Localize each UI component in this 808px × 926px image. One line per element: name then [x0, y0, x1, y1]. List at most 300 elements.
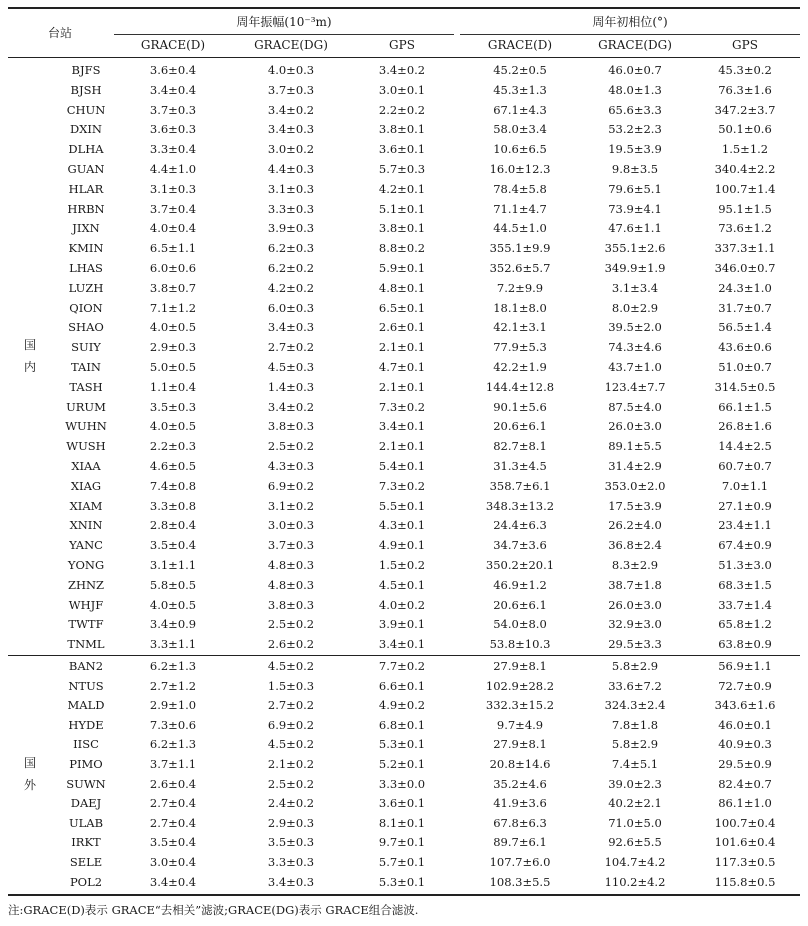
- cell-amp-grace-d: 3.3±0.4: [149, 142, 197, 157]
- cell-amp-grace-d: 3.1±1.1: [149, 558, 197, 572]
- cell-phase-grace-d: 352.6±5.7: [489, 261, 551, 275]
- station-name: KMIN: [68, 241, 104, 256]
- group-label-char: 国: [23, 756, 36, 770]
- cell-amp-grace-d: 6.0±0.6: [149, 261, 197, 275]
- cell-amp-gps: 3.0±0.1: [378, 82, 426, 97]
- station-name: DXIN: [69, 122, 102, 137]
- cell-amp-grace-d: 3.4±0.4: [149, 874, 197, 889]
- cell-amp-grace-dg: 4.5±0.3: [267, 360, 315, 374]
- cell-phase-grace-d: 7.2±9.9: [496, 280, 544, 295]
- cell-amp-grace-dg: 3.5±0.3: [267, 835, 315, 850]
- cell-phase-gps: 56.9±1.1: [718, 659, 772, 673]
- cell-amp-gps: 3.8±0.1: [378, 122, 426, 137]
- cell-phase-gps: 343.6±1.6: [714, 698, 776, 713]
- cell-phase-grace-dg: 5.8±2.9: [611, 659, 659, 673]
- station-name: IISC: [73, 737, 99, 752]
- cell-phase-grace-dg: 46.0±0.7: [608, 63, 662, 77]
- col-header-phase-gps: GPS: [732, 38, 758, 52]
- cell-amp-grace-dg: 3.9±0.3: [267, 221, 315, 236]
- cell-phase-grace-dg: 324.3±2.4: [604, 698, 666, 713]
- cell-amp-gps: 7.7±0.2: [378, 659, 426, 673]
- cell-phase-grace-d: 54.0±8.0: [493, 617, 547, 632]
- cell-phase-gps: 1.5±1.2: [721, 142, 769, 157]
- cell-phase-grace-d: 67.1±4.3: [493, 102, 547, 117]
- col-header-phase-grace-d: GRACE(D): [487, 38, 553, 52]
- station-name: XIAA: [71, 459, 101, 473]
- cell-phase-grace-dg: 53.2±2.3: [608, 122, 662, 137]
- cell-amp-grace-d: 6.2±1.3: [149, 659, 197, 673]
- cell-phase-grace-d: 10.6±6.5: [493, 142, 547, 157]
- cell-phase-grace-dg: 65.6±3.3: [608, 102, 662, 117]
- cell-phase-grace-dg: 32.9±3.0: [608, 617, 662, 632]
- cell-amp-grace-d: 7.4±0.8: [149, 478, 197, 493]
- cell-phase-grace-dg: 8.0±2.9: [611, 300, 659, 315]
- cell-amp-gps: 6.6±0.1: [378, 678, 426, 693]
- cell-phase-grace-dg: 47.6±1.1: [608, 221, 662, 236]
- cell-phase-gps: 115.8±0.5: [714, 874, 776, 889]
- cell-amp-gps: 5.3±0.1: [378, 874, 426, 889]
- cell-amp-grace-dg: 2.6±0.2: [267, 637, 315, 652]
- station-name: URUM: [66, 399, 106, 414]
- station-name: BJFS: [71, 63, 101, 77]
- cell-amp-grace-d: 2.7±0.4: [149, 796, 197, 811]
- cell-phase-gps: 50.1±0.6: [718, 122, 772, 137]
- cell-amp-grace-d: 3.5±0.4: [149, 538, 197, 553]
- cell-amp-grace-d: 4.0±0.5: [149, 597, 197, 612]
- cell-amp-grace-dg: 4.5±0.2: [267, 737, 315, 752]
- cell-phase-gps: 100.7±0.4: [714, 815, 776, 830]
- cell-amp-grace-d: 2.9±1.0: [149, 698, 197, 713]
- station-name: TWTF: [68, 617, 104, 632]
- cell-phase-grace-dg: 19.5±3.9: [608, 142, 662, 157]
- cell-phase-grace-d: 16.0±12.3: [489, 162, 551, 176]
- cell-amp-gps: 1.5±0.2: [378, 558, 426, 572]
- cell-amp-gps: 5.5±0.1: [378, 498, 426, 513]
- station-name: NTUS: [68, 678, 104, 693]
- cell-phase-gps: 314.5±0.5: [714, 379, 776, 394]
- cell-phase-gps: 7.0±1.1: [721, 478, 769, 493]
- cell-amp-gps: 4.0±0.2: [378, 597, 426, 612]
- station-name: MALD: [67, 698, 105, 713]
- cell-phase-gps: 45.3±0.2: [718, 63, 772, 77]
- cell-phase-gps: 95.1±1.5: [718, 201, 772, 216]
- cell-amp-gps: 5.2±0.1: [378, 757, 426, 771]
- station-name: HLAR: [68, 181, 104, 196]
- cell-phase-gps: 347.2±3.7: [714, 102, 776, 117]
- cell-phase-grace-dg: 40.2±2.1: [608, 796, 662, 811]
- cell-phase-grace-dg: 36.8±2.4: [608, 538, 662, 553]
- cell-phase-grace-d: 27.9±8.1: [493, 737, 547, 752]
- cell-amp-grace-d: 3.3±0.8: [149, 498, 197, 513]
- cell-phase-grace-d: 34.7±3.6: [493, 538, 547, 553]
- cell-amp-grace-dg: 3.3±0.3: [267, 855, 315, 869]
- cell-amp-grace-d: 6.5±1.1: [149, 241, 197, 256]
- cell-amp-grace-dg: 6.2±0.2: [267, 261, 315, 275]
- cell-phase-grace-dg: 7.4±5.1: [611, 757, 659, 771]
- cell-phase-grace-d: 77.9±5.3: [493, 340, 547, 355]
- top-rule: [8, 7, 800, 9]
- cell-phase-gps: 33.7±1.4: [718, 597, 772, 612]
- cell-phase-gps: 346.0±0.7: [714, 261, 776, 275]
- cell-phase-grace-dg: 349.9±1.9: [604, 261, 666, 275]
- cell-phase-grace-dg: 104.7±4.2: [604, 855, 666, 869]
- cell-amp-gps: 3.4±0.1: [378, 419, 426, 434]
- station-name: SUIY: [71, 340, 101, 355]
- station-name: YONG: [67, 558, 105, 572]
- station-name: SUWN: [66, 776, 106, 791]
- cell-phase-gps: 29.5±0.9: [718, 757, 772, 771]
- station-name: YANC: [69, 538, 103, 553]
- cell-phase-grace-dg: 123.4±7.7: [604, 379, 666, 394]
- cell-phase-gps: 23.4±1.1: [718, 518, 772, 533]
- cell-phase-grace-dg: 87.5±4.0: [608, 399, 662, 414]
- cell-phase-grace-dg: 9.8±3.5: [611, 162, 659, 176]
- cell-phase-grace-d: 46.9±1.2: [493, 577, 547, 592]
- cell-phase-grace-d: 350.2±20.1: [485, 558, 555, 572]
- cell-phase-gps: 101.6±0.4: [714, 835, 776, 850]
- station-name: ZHNZ: [67, 577, 105, 592]
- cell-amp-grace-dg: 3.1±0.3: [267, 181, 315, 196]
- cell-phase-gps: 82.4±0.7: [718, 776, 772, 791]
- cell-amp-grace-dg: 2.9±0.3: [267, 815, 315, 830]
- cell-amp-grace-dg: 3.4±0.2: [267, 102, 315, 117]
- cell-amp-grace-dg: 1.5±0.3: [267, 678, 315, 693]
- cell-phase-gps: 66.1±1.5: [718, 399, 772, 414]
- cell-amp-gps: 4.3±0.1: [378, 518, 426, 533]
- cell-amp-gps: 4.7±0.1: [378, 360, 426, 374]
- station-name: ULAB: [68, 815, 104, 830]
- cell-phase-grace-d: 71.1±4.7: [493, 201, 547, 216]
- cell-amp-gps: 5.1±0.1: [378, 201, 426, 216]
- cell-phase-grace-d: 78.4±5.8: [493, 181, 547, 196]
- cell-phase-grace-dg: 71.0±5.0: [608, 815, 662, 830]
- cell-phase-grace-dg: 92.6±5.5: [608, 835, 662, 850]
- cell-phase-grace-d: 348.3±13.2: [485, 498, 555, 513]
- station-name: CHUN: [66, 102, 106, 117]
- station-name: IRKT: [71, 835, 101, 850]
- station-name: QION: [69, 300, 103, 315]
- cell-phase-grace-d: 89.7±6.1: [493, 835, 547, 850]
- cell-phase-grace-d: 67.8±6.3: [493, 815, 547, 830]
- cell-phase-grace-d: 35.2±4.6: [493, 776, 547, 791]
- cell-amp-grace-d: 3.0±0.4: [149, 855, 197, 869]
- cell-phase-gps: 86.1±1.0: [718, 796, 772, 811]
- cell-amp-grace-dg: 3.4±0.3: [267, 320, 315, 335]
- station-name: TAIN: [71, 360, 101, 374]
- cell-amp-grace-d: 2.2±0.3: [149, 439, 197, 454]
- station-name: WHJF: [68, 597, 104, 612]
- cell-phase-gps: 51.0±0.7: [718, 360, 772, 374]
- cell-phase-grace-dg: 17.5±3.9: [608, 498, 662, 513]
- cell-phase-grace-dg: 73.9±4.1: [608, 201, 662, 216]
- station-header: 台站: [47, 26, 72, 40]
- cell-phase-gps: 26.8±1.6: [718, 419, 772, 434]
- cell-phase-grace-d: 20.8±14.6: [489, 757, 551, 771]
- cell-amp-grace-d: 3.7±1.1: [149, 757, 197, 771]
- cell-amp-gps: 2.2±0.2: [378, 102, 426, 117]
- cell-amp-grace-d: 3.3±1.1: [149, 637, 197, 652]
- cell-phase-grace-dg: 3.1±3.4: [611, 280, 659, 295]
- cell-phase-grace-d: 332.3±15.2: [485, 698, 555, 713]
- phase-title: 周年初相位(°): [592, 15, 668, 29]
- cell-phase-grace-d: 41.9±3.6: [493, 796, 547, 811]
- cell-phase-grace-dg: 79.6±5.1: [608, 181, 662, 196]
- amplitude-underline: [114, 34, 454, 35]
- cell-amp-grace-d: 3.5±0.3: [149, 399, 197, 414]
- cell-amp-gps: 3.6±0.1: [378, 796, 426, 811]
- cell-amp-grace-dg: 4.5±0.2: [267, 659, 315, 673]
- cell-amp-grace-dg: 3.1±0.2: [267, 498, 315, 513]
- cell-amp-gps: 3.6±0.1: [378, 142, 426, 157]
- cell-amp-grace-dg: 3.4±0.2: [267, 399, 315, 414]
- cell-phase-grace-dg: 26.0±3.0: [608, 419, 662, 434]
- cell-phase-gps: 63.8±0.9: [718, 637, 772, 652]
- cell-amp-grace-d: 5.8±0.5: [149, 577, 197, 592]
- cell-amp-grace-d: 4.4±1.0: [149, 162, 197, 176]
- cell-amp-gps: 9.7±0.1: [378, 835, 426, 850]
- cell-phase-gps: 14.4±2.5: [718, 439, 772, 454]
- station-name: PIMO: [69, 757, 103, 771]
- cell-amp-grace-dg: 2.7±0.2: [267, 340, 315, 355]
- cell-amp-grace-d: 3.5±0.4: [149, 835, 197, 850]
- cell-phase-grace-dg: 39.0±2.3: [608, 776, 662, 791]
- cell-amp-grace-dg: 4.3±0.3: [267, 459, 315, 473]
- cell-phase-grace-d: 42.2±1.9: [493, 360, 547, 374]
- cell-phase-gps: 65.8±1.2: [718, 617, 772, 632]
- station-name: GUAN: [67, 162, 105, 176]
- cell-phase-grace-dg: 7.8±1.8: [611, 717, 659, 732]
- cell-amp-gps: 6.8±0.1: [378, 717, 426, 732]
- cell-amp-gps: 2.1±0.1: [378, 340, 426, 355]
- cell-phase-gps: 31.7±0.7: [718, 300, 772, 315]
- cell-amp-grace-dg: 2.5±0.2: [267, 617, 315, 632]
- cell-phase-grace-d: 102.9±28.2: [485, 678, 555, 693]
- cell-amp-gps: 4.5±0.1: [378, 577, 426, 592]
- group-label-domestic: [18, 334, 42, 378]
- cell-phase-grace-d: 45.2±0.5: [493, 63, 547, 77]
- phase-underline: [460, 34, 800, 35]
- cell-phase-gps: 40.9±0.3: [718, 737, 772, 752]
- cell-phase-gps: 76.3±1.6: [718, 82, 772, 97]
- cell-phase-grace-dg: 43.7±1.0: [608, 360, 662, 374]
- cell-phase-grace-d: 20.6±6.1: [493, 419, 547, 434]
- station-name: DLHA: [68, 142, 104, 157]
- cell-phase-grace-dg: 8.3±2.9: [611, 558, 659, 572]
- cell-amp-gps: 4.9±0.2: [378, 698, 426, 713]
- cell-phase-gps: 24.3±1.0: [718, 280, 772, 295]
- cell-amp-grace-dg: 3.0±0.3: [267, 518, 315, 533]
- cell-amp-grace-dg: 2.1±0.2: [267, 757, 315, 771]
- cell-phase-gps: 340.4±2.2: [714, 162, 776, 176]
- cell-phase-gps: 43.6±0.6: [718, 340, 772, 355]
- cell-phase-grace-dg: 31.4±2.9: [608, 459, 662, 473]
- amplitude-title: 周年振幅(10⁻³m): [236, 15, 332, 29]
- cell-phase-grace-dg: 89.1±5.5: [608, 439, 662, 454]
- station-name: LHAS: [69, 261, 103, 275]
- cell-amp-grace-d: 3.7±0.3: [149, 102, 197, 117]
- cell-phase-grace-d: 20.6±6.1: [493, 597, 547, 612]
- cell-amp-grace-dg: 2.7±0.2: [267, 698, 315, 713]
- cell-phase-grace-dg: 74.3±4.6: [608, 340, 662, 355]
- station-name: POL2: [69, 874, 103, 889]
- cell-phase-grace-d: 27.9±8.1: [493, 659, 547, 673]
- table-note: 注:GRACE(D)表示 GRACE“去相关”滤波;GRACE(DG)表示 GRACE组合滤波.: [8, 903, 419, 917]
- col-header-amp-grace-dg: GRACE(DG): [254, 38, 328, 52]
- cell-amp-gps: 4.2±0.1: [378, 181, 426, 196]
- group-label-char: 外: [23, 778, 36, 792]
- cell-amp-gps: 2.6±0.1: [378, 320, 426, 335]
- cell-amp-grace-d: 4.0±0.5: [149, 419, 197, 434]
- cell-amp-grace-d: 2.6±0.4: [149, 776, 197, 791]
- group-label-char: 内: [23, 360, 36, 374]
- cell-amp-grace-d: 3.4±0.4: [149, 82, 197, 97]
- cell-amp-gps: 6.5±0.1: [378, 300, 426, 315]
- cell-phase-gps: 73.6±1.2: [718, 221, 772, 236]
- cell-phase-grace-d: 58.0±3.4: [493, 122, 547, 137]
- cell-amp-gps: 7.3±0.2: [378, 478, 426, 493]
- station-name: WUSH: [66, 439, 106, 454]
- cell-amp-gps: 5.3±0.1: [378, 737, 426, 752]
- station-name: XIAG: [70, 478, 102, 493]
- cell-phase-grace-d: 144.4±12.8: [485, 379, 555, 394]
- cell-amp-gps: 3.4±0.1: [378, 637, 426, 652]
- cell-phase-grace-dg: 110.2±4.2: [604, 874, 666, 889]
- cell-amp-gps: 8.8±0.2: [378, 241, 426, 256]
- cell-amp-gps: 4.8±0.1: [378, 280, 426, 295]
- cell-amp-grace-dg: 3.4±0.3: [267, 874, 315, 889]
- cell-amp-grace-dg: 3.0±0.2: [267, 142, 315, 157]
- cell-phase-grace-d: 358.7±6.1: [489, 478, 551, 493]
- cell-amp-grace-d: 6.2±1.3: [149, 737, 197, 752]
- cell-amp-gps: 3.9±0.1: [378, 617, 426, 632]
- cell-phase-grace-d: 31.3±4.5: [493, 459, 547, 473]
- cell-amp-grace-d: 2.7±0.4: [149, 815, 197, 830]
- cell-phase-gps: 68.3±1.5: [718, 577, 772, 592]
- cell-phase-gps: 72.7±0.9: [718, 678, 772, 693]
- cell-amp-gps: 3.4±0.2: [378, 63, 426, 77]
- cell-phase-grace-d: 355.1±9.9: [489, 241, 551, 256]
- cell-amp-grace-dg: 6.9±0.2: [267, 478, 315, 493]
- cell-amp-grace-dg: 2.5±0.2: [267, 776, 315, 791]
- cell-amp-grace-d: 2.7±1.2: [149, 678, 197, 693]
- cell-phase-grace-d: 107.7±6.0: [489, 855, 551, 869]
- cell-phase-grace-dg: 33.6±7.2: [608, 678, 662, 693]
- cell-amp-grace-d: 2.9±0.3: [149, 340, 197, 355]
- cell-amp-grace-dg: 6.2±0.3: [267, 241, 315, 256]
- cell-amp-grace-d: 3.6±0.3: [149, 122, 197, 137]
- station-name: SHAO: [68, 320, 104, 335]
- cell-amp-grace-dg: 4.2±0.2: [267, 280, 315, 295]
- station-name: DAEJ: [70, 796, 102, 811]
- cell-phase-grace-dg: 355.1±2.6: [604, 241, 666, 256]
- station-name: SELE: [69, 855, 103, 869]
- cell-amp-gps: 8.1±0.1: [378, 815, 426, 830]
- station-name: WUHN: [65, 419, 107, 434]
- cell-amp-grace-d: 1.1±0.4: [149, 379, 197, 394]
- cell-phase-grace-d: 24.4±6.3: [493, 518, 547, 533]
- cell-phase-grace-d: 9.7±4.9: [496, 717, 544, 732]
- cell-amp-grace-dg: 2.4±0.2: [267, 796, 315, 811]
- cell-phase-grace-d: 90.1±5.6: [493, 399, 547, 414]
- cell-amp-gps: 3.8±0.1: [378, 221, 426, 236]
- cell-amp-grace-d: 3.1±0.3: [149, 181, 197, 196]
- col-header-amp-grace-d: GRACE(D): [140, 38, 206, 52]
- cell-amp-gps: 2.1±0.1: [378, 379, 426, 394]
- bottom-rule: [8, 894, 800, 896]
- cell-phase-gps: 117.3±0.5: [714, 855, 776, 869]
- cell-amp-grace-dg: 3.8±0.3: [267, 597, 315, 612]
- station-name: HRBN: [67, 201, 105, 216]
- group-label-char: 国: [23, 338, 36, 352]
- cell-phase-grace-dg: 5.8±2.9: [611, 737, 659, 752]
- cell-amp-grace-dg: 3.3±0.3: [267, 201, 315, 216]
- cell-amp-grace-dg: 3.8±0.3: [267, 419, 315, 434]
- cell-phase-gps: 51.3±3.0: [718, 558, 772, 572]
- cell-amp-grace-dg: 1.4±0.3: [267, 379, 315, 394]
- cell-phase-grace-d: 42.1±3.1: [493, 320, 547, 335]
- station-name: JIXN: [72, 221, 100, 236]
- cell-phase-grace-d: 44.5±1.0: [493, 221, 547, 236]
- cell-phase-gps: 27.1±0.9: [718, 498, 772, 513]
- cell-phase-grace-d: 53.8±10.3: [489, 637, 551, 652]
- cell-amp-grace-dg: 6.0±0.3: [267, 300, 315, 315]
- cell-amp-grace-dg: 4.8±0.3: [267, 577, 315, 592]
- cell-phase-grace-d: 108.3±5.5: [489, 874, 551, 889]
- cell-amp-gps: 5.7±0.1: [378, 855, 426, 869]
- station-name: HYDE: [68, 717, 104, 732]
- cell-amp-grace-dg: 3.4±0.3: [267, 122, 315, 137]
- cell-phase-grace-dg: 26.2±4.0: [608, 518, 662, 533]
- cell-amp-grace-dg: 3.7±0.3: [267, 82, 315, 97]
- cell-phase-gps: 60.7±0.7: [718, 459, 772, 473]
- cell-amp-gps: 5.4±0.1: [378, 459, 426, 473]
- cell-amp-grace-dg: 4.8±0.3: [267, 558, 315, 572]
- cell-amp-grace-d: 2.8±0.4: [149, 518, 197, 533]
- station-name: BAN2: [68, 659, 104, 673]
- cell-amp-gps: 4.9±0.1: [378, 538, 426, 553]
- cell-amp-grace-d: 3.6±0.4: [149, 63, 197, 77]
- station-name: TASH: [69, 379, 103, 394]
- cell-phase-gps: 56.5±1.4: [718, 320, 772, 335]
- cell-phase-gps: 46.0±0.1: [718, 717, 772, 732]
- cell-amp-grace-dg: 6.9±0.2: [267, 717, 315, 732]
- cell-amp-grace-dg: 4.0±0.3: [267, 63, 315, 77]
- cell-amp-gps: 3.3±0.0: [378, 776, 426, 791]
- cell-phase-grace-d: 45.3±1.3: [493, 82, 547, 97]
- col-header-phase-grace-dg: GRACE(DG): [598, 38, 672, 52]
- cell-phase-grace-d: 18.1±8.0: [493, 300, 547, 315]
- cell-amp-gps: 5.7±0.3: [378, 162, 426, 176]
- cell-amp-gps: 5.9±0.1: [378, 261, 426, 275]
- cell-amp-grace-dg: 2.5±0.2: [267, 439, 315, 454]
- cell-amp-grace-d: 5.0±0.5: [149, 360, 197, 374]
- col-header-amp-gps: GPS: [389, 38, 415, 52]
- cell-phase-grace-dg: 48.0±1.3: [608, 82, 662, 97]
- cell-phase-grace-dg: 353.0±2.0: [604, 478, 666, 493]
- cell-amp-grace-d: 4.6±0.5: [149, 459, 197, 473]
- cell-amp-grace-d: 3.4±0.9: [149, 617, 197, 632]
- cell-amp-grace-dg: 3.7±0.3: [267, 538, 315, 553]
- station-name: TNML: [67, 637, 105, 652]
- cell-phase-grace-dg: 39.5±2.0: [608, 320, 662, 335]
- cell-phase-gps: 337.3±1.1: [714, 241, 776, 256]
- cell-amp-grace-d: 3.7±0.4: [149, 201, 197, 216]
- cell-amp-grace-dg: 4.4±0.3: [267, 162, 315, 176]
- cell-amp-gps: 7.3±0.2: [378, 399, 426, 414]
- cell-phase-gps: 67.4±0.9: [718, 538, 772, 553]
- cell-amp-grace-d: 7.1±1.2: [149, 300, 197, 315]
- cell-amp-grace-d: 4.0±0.5: [149, 320, 197, 335]
